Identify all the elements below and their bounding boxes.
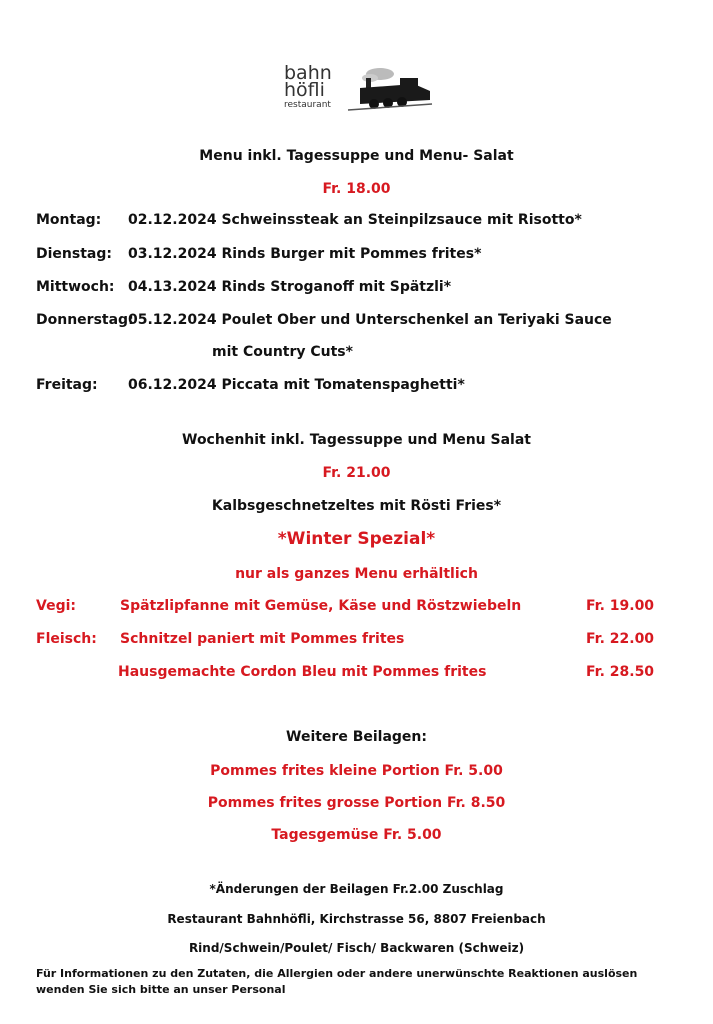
logo-line-bahn: bahn [284,62,332,84]
day-dish-tuesday: 03.12.2024 Rinds Burger mit Pommes frites* [128,246,482,262]
wochenhit-dish: Kalbsgeschnetzeltes mit Rösti Fries* [211,498,502,514]
winter-price-cordon-bleu: Fr. 28.50 [586,664,655,680]
day-dish-thursday: 05.12.2024 Poulet Ober und Unterschenkel an Teriyaki Sauce [128,312,612,328]
winter-special-title: *Winter Spezial* [277,529,436,549]
menu-heading: Menu inkl. Tagessuppe und Menu- Salat [199,148,514,164]
day-dish-friday: 06.12.2024 Piccata mit Tomatenspaghetti* [128,377,465,393]
day-label-monday: Montag: [36,212,102,228]
wochenhit-heading: Wochenhit inkl. Tagessuppe und Menu Salat [182,432,531,448]
restaurant-logo [278,60,438,116]
day-dish-monday: 02.12.2024 Schweinssteak an Steinpilzsauce mit Risotto* [128,212,582,228]
side-item-vegetables: Tagesgemüse Fr. 5.00 [271,827,442,843]
day-label-tuesday: Dienstag: [36,246,112,262]
day-label-thursday: Donnerstag: [36,312,134,328]
logo-line-hoefli: höfli [284,79,325,101]
footer-origin: Rind/Schwein/Poulet/ Fisch/ Backwaren (Schweiz) [188,941,525,955]
sides-heading: Weitere Beilagen: [286,729,427,745]
side-item-small-fries: Pommes frites kleine Portion Fr. 5.00 [210,763,503,779]
winter-price-vegi: Fr. 19.00 [586,598,655,614]
winter-dish-vegi: Spätzlipfanne mit Gemüse, Käse und Röstzwiebeln [120,598,522,614]
footer-address: Restaurant Bahnhöfli, Kirchstrasse 56, 8807 Freienbach [167,912,546,926]
winter-price-schnitzel: Fr. 22.00 [586,631,655,647]
day-dish-wednesday: 04.13.2024 Rinds Stroganoff mit Spätzli* [128,279,452,295]
winter-dish-cordon-bleu: Hausgemachte Cordon Bleu mit Pommes frites [118,664,487,680]
winter-special-subtitle: nur als ganzes Menu erhältlich [235,566,478,582]
logo-line-restaurant: restaurant [284,100,331,110]
day-label-friday: Freitag: [36,377,98,393]
winter-category-vegi: Vegi: [36,598,76,614]
side-item-large-fries: Pommes frites grosse Portion Fr. 8.50 [207,795,506,811]
winter-category-fleisch: Fleisch: [36,631,97,647]
wochenhit-price: Fr. 21.00 [322,465,391,481]
locomotive-icon [344,64,436,114]
day-dish-thursday-continuation: mit Country Cuts* [212,344,353,360]
menu-price: Fr. 18.00 [322,181,391,197]
footer-note: *Änderungen der Beilagen Fr.2.00 Zuschlag [209,882,504,896]
day-label-wednesday: Mittwoch: [36,279,115,295]
footer-allergy-note: Für Informationen zu den Zutaten, die Allergien oder andere unerwünschte Reaktionen auslösen wenden Sie sich bitte an unser Personal [36,967,638,996]
winter-dish-schnitzel: Schnitzel paniert mit Pommes frites [120,631,405,647]
